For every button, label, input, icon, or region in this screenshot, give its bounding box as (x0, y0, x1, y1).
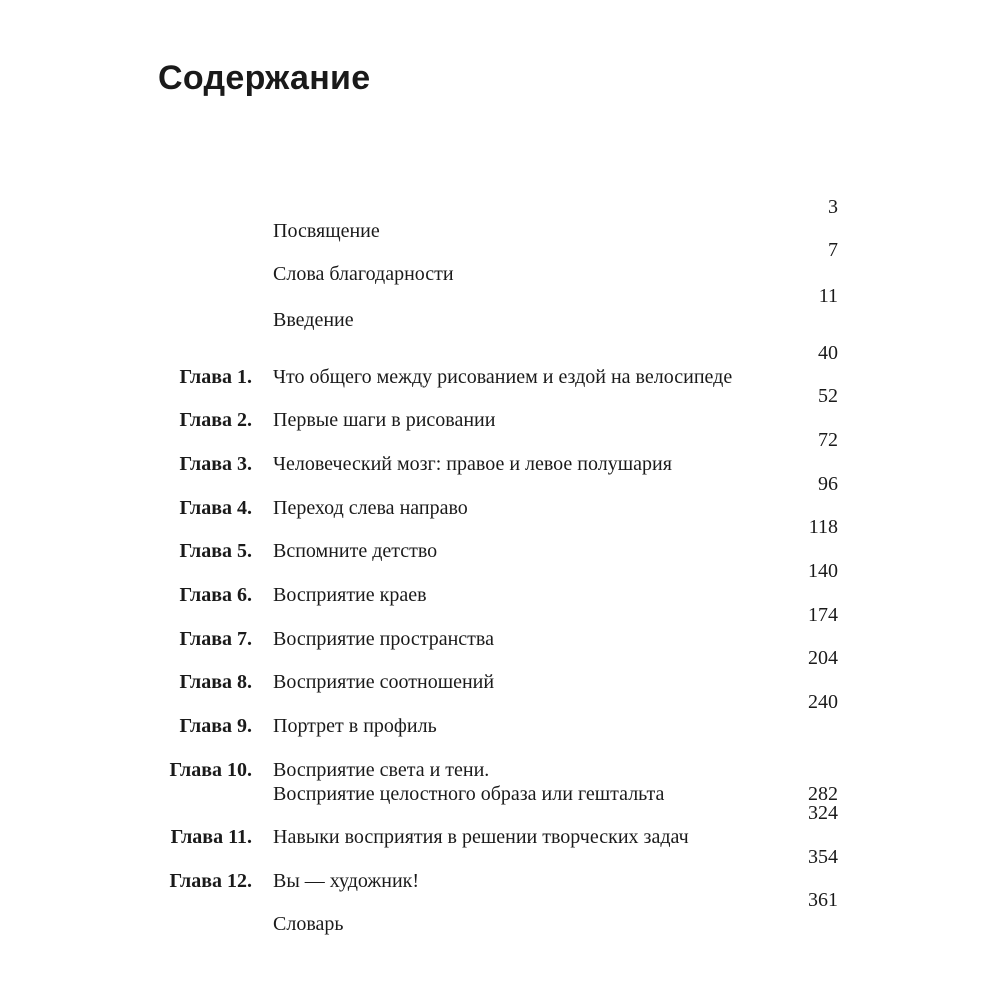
page-number: 11 (818, 285, 838, 307)
page-number: 354 (808, 846, 838, 868)
entry-title: Навыки восприятия в решении творческих задач (273, 826, 689, 848)
page-number: 72 (818, 429, 838, 451)
entry-title: Портрет в профиль (273, 715, 437, 737)
chapter-label: Глава 2. (179, 409, 252, 431)
entry-title: Восприятие соотношений (273, 671, 495, 693)
toc-entry-chapter-10[interactable] (0, 758, 1000, 806)
chapter-label: Глава 6. (179, 584, 252, 606)
chapter-label: Глава 1. (179, 366, 252, 388)
chapter-label: Глава 8. (179, 671, 252, 693)
entry-title (273, 758, 664, 806)
entry-title-line-2: Восприятие целостного образа или гештальта (273, 783, 665, 805)
chapter-label: Глава 9. (179, 715, 252, 737)
chapter-label: Глава 10. (169, 759, 252, 781)
chapter-label: Глава 3. (179, 453, 252, 475)
entry-title: Восприятие краев (273, 584, 427, 606)
chapter-label: Глава 5. (179, 540, 252, 562)
entry-title: Восприятие пространства (273, 628, 494, 650)
entry-title: Вспомните детство (273, 540, 438, 562)
page-title: Содержание (158, 59, 371, 97)
entry-title: Человеческий мозг: правое и левое полушария (273, 453, 672, 475)
entry-title: Что общего между рисованием и ездой на велосипеде (273, 366, 733, 388)
page-number: 174 (808, 604, 838, 626)
entry-title: Словарь (273, 913, 344, 935)
chapter-label: Глава 11. (170, 826, 252, 848)
entry-title: Вы — художник! (273, 870, 420, 892)
chapter-label: Глава 12. (169, 870, 252, 892)
entry-title: Посвящение (273, 220, 380, 242)
entry-title: Слова благодарности (273, 263, 454, 285)
chapter-label: Глава 4. (179, 497, 252, 519)
page-number: 240 (808, 691, 838, 713)
page-number: 7 (828, 239, 838, 261)
page-number: 40 (818, 342, 838, 364)
page-number: 204 (808, 647, 838, 669)
entry-title: Введение (273, 309, 354, 331)
chapter-label: Глава 7. (179, 628, 252, 650)
entry-title: Первые шаги в рисовании (273, 409, 496, 431)
page-number: 140 (808, 560, 838, 582)
page-number: 361 (808, 889, 838, 911)
page-number: 3 (828, 196, 838, 218)
page-number: 324 (808, 802, 838, 824)
page-number: 52 (818, 385, 838, 407)
entry-title: Переход слева направо (273, 497, 468, 519)
page-number: 282 (808, 783, 838, 805)
page-number: 96 (818, 473, 838, 495)
page-number: 118 (808, 516, 838, 538)
entry-title-line-1: Восприятие света и тени. (273, 759, 490, 781)
